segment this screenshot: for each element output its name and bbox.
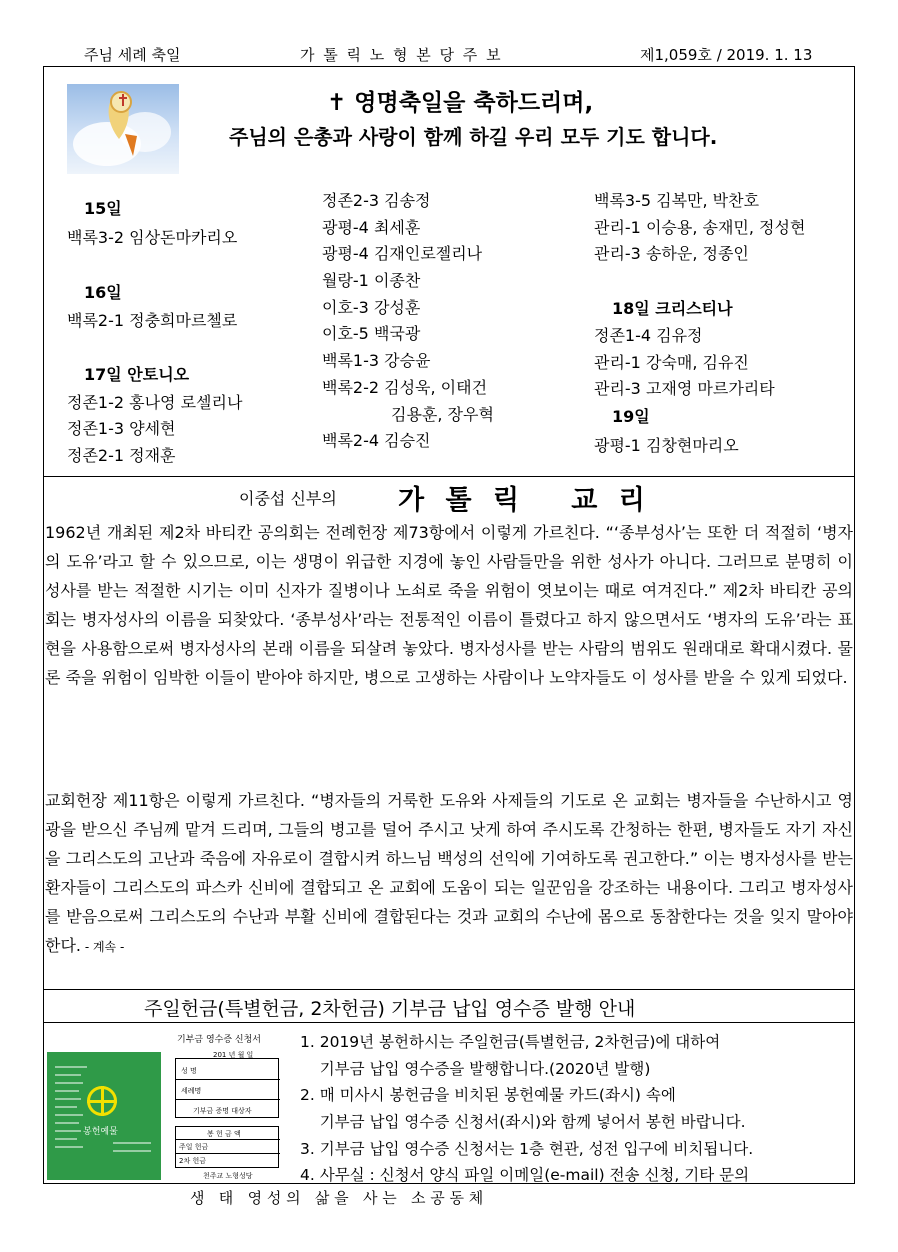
list-item: 16일 [84, 283, 122, 302]
list-item: 백록2-1 정충희마르첼로 [67, 311, 238, 330]
receipt-title: 주일헌금(특별헌금, 2차헌금) 기부금 납입 영수증 발행 안내 [144, 998, 636, 1020]
list-item: 정존1-3 양세현 [67, 419, 176, 438]
list-item: 광평-4 김재인로젤리나 [322, 244, 483, 263]
feast-title: ✝ 영명축일을 축하드리며, [327, 90, 594, 116]
bulletin-header [0, 44, 898, 66]
continued-note: - 계속 - [81, 940, 125, 954]
list-item: 관리-1 강숙매, 김유진 [594, 353, 749, 372]
list-item: 정존1-4 김유정 [594, 326, 703, 345]
list-item: 이호-5 백국광 [322, 324, 421, 343]
list-item: 2. 매 미사시 봉헌금을 비치된 봉헌예물 카드(좌시) 속에 [300, 1086, 676, 1104]
divider-doctrine [43, 989, 855, 990]
list-item: 정존1-2 홍나영 로셀리나 [67, 393, 243, 412]
list-item: 관리-3 송하운, 정종인 [594, 244, 749, 263]
list-item: 백록2-2 김성욱, 이태건 [322, 378, 488, 397]
list-item: 기부금 납입 영수증을 발행합니다.(2020년 발행) [300, 1060, 651, 1078]
list-item: 4. 사무실 : 신청서 양식 파일 이메일(e-mail) 전송 신청, 기타 문의 [300, 1166, 750, 1184]
footer-slogan: 생 태 영 성 의 삶 을 사 는 소 공 동 체 [190, 1189, 484, 1207]
list-item: 백록3-2 임상돈마카리오 [67, 228, 238, 247]
feast-subtitle: 주님의 은총과 사랑이 함께 하길 우리 모두 기도 합니다. [229, 125, 718, 149]
header-title: 가 톨 릭 노 형 본 당 주 보 [300, 46, 503, 64]
list-item: 관리-3 고재영 마르가리타 [594, 379, 775, 398]
list-item: 기부금 납입 영수증 신청서(좌시)와 함께 넣어서 봉헌 바랍니다. [300, 1113, 746, 1131]
list-item: 17일 안토니오 [84, 365, 190, 384]
list-item: 백록1-3 강승윤 [322, 351, 431, 370]
list-item: 이호-3 강성훈 [322, 298, 421, 317]
list-item: 15일 [84, 199, 122, 218]
doctrine-author: 이중섭 신부의 [239, 489, 337, 508]
card-label: 봉헌예물 [83, 1127, 118, 1137]
list-item: 김용훈, 장우혁 [391, 405, 494, 424]
list-item: 백록3-5 김복만, 박찬호 [594, 191, 760, 210]
list-item: 월랑-1 이종찬 [322, 271, 421, 290]
offering-card-image [47, 1052, 161, 1180]
list-item: 3. 기부금 납입 영수증 신청서는 1층 현관, 성전 입구에 비치됩니다. [300, 1140, 754, 1158]
list-item: 정존2-1 정재훈 [67, 446, 176, 465]
list-item: 광평-4 최세훈 [322, 218, 421, 237]
list-item: 백록2-4 김승진 [322, 431, 431, 450]
divider-receipt-title [43, 1022, 855, 1023]
header-feast: 주님 세례 축일 [84, 46, 181, 64]
doctrine-paragraph-2: 교회헌장 제11항은 이렇게 가르친다. “병자들의 거룩한 도유와 사제들의 기도로 온 교회는 병자들을 수난하시고 영광을 받으신 주님께 맡겨 드리며, 그들의 병고를 덜어 주시고 낫게 하여 주시도록 간청하는 한편, 병자들도 자기 자신을 그리스도의 고난과 죽음에 자유로이 결합시켜 하느님 백성의 선익에 기여하도록 권고한다.” 이는 병자성사를 받는 환자들이 그리스도의 파스카 신비에 결합되고 온 교회에 도움이 되는 일꾼임을 강조하는 내용이다. 그리고 병자성사를 받음으로써 그리스도의 수난과 부활 신비에 결합된다는 것과 교회의 수난에 몸으로 동참한다는 것을 잊지 말아야 한다. - 계속 - [45, 791, 853, 955]
list-item: 1. 2019년 봉헌하시는 주일헌금(특별헌금, 2차헌금)에 대하여 [300, 1033, 721, 1051]
doctrine-title: 가 톨 릭 교 리 [398, 485, 651, 516]
doctrine-paragraph-1: 1962년 개최된 제2차 바티칸 공의회는 전례헌장 제73항에서 이렇게 가르친다. “‘종부성사’는 또한 더 적절히 ‘병자의 도유’라고 할 수 있으므로, 이는 생명이 위급한 지경에 놓인 사람들만을 위한 성사가 아니다. 그러므로 분명히 이 성사를 받는 적절한 시기는 이미 신자가 질병이나 노쇠로 죽을 위험이 엿보이는 때로 여겨진다.” 제2차 바티칸 공의회는 병자성사의 이름을 되찾았다. ‘종부성사’라는 전통적인 이름이 틀렸다고 하지 않으면서도 ‘병자의 도유’라는 표현을 사용함으로써 병자성사의 본래 이름을 되살려 놓았다. 병자성사를 받는 사람의 범위도 원래대로 확대시켰다. 물론 죽을 위험이 임박한 이들이 받아야 하지만, 병으로 고생하는 사람이나 노약자들도 이 성사를 받을 수 있게 되었다. [45, 523, 853, 687]
list-item: 정존2-3 김송정 [322, 191, 431, 210]
divider-feast [43, 476, 855, 477]
application-form-image: 기부금 영수증 신청서 201 년 월 일 성 명 세례명 기부금 증명 대상자 봉 헌 금 액 주일 헌금 2차 헌금 천주교 노형성당 [173, 1028, 281, 1180]
list-item: 18일 크리스티나 [612, 299, 733, 318]
header-issue: 제1,059호 / 2019. 1. 13 [640, 46, 813, 64]
cross-icon: ✝ [327, 90, 347, 116]
list-item: 광평-1 김창현마리오 [594, 436, 739, 455]
baptism-dove-image [67, 84, 179, 174]
list-item: 관리-1 이승용, 송재민, 정성현 [594, 218, 806, 237]
list-item: 19일 [612, 407, 650, 426]
